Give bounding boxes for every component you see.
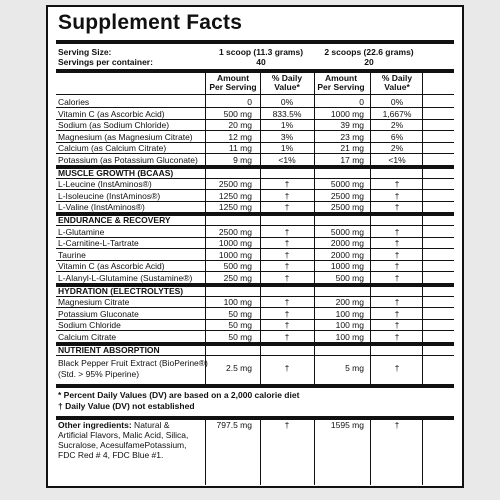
header-amount-2-line1: Amount	[324, 73, 358, 83]
dv-2-scoops: †	[394, 249, 400, 260]
nutrient-name: Potassium Gluconate	[58, 308, 139, 319]
amount-2-scoops: 1595 mg	[330, 420, 364, 431]
dv-2-scoops: †	[394, 420, 400, 431]
other-ingredients-line: Sucralose, AcesulfamePotassium,	[58, 440, 187, 451]
bioperine-standard: (Std. > 95% Piperine)	[58, 369, 140, 380]
nutrient-name: Potassium (as Potassium Gluconate)	[58, 155, 198, 165]
dv-1-scoop: <1%	[278, 155, 296, 165]
amount-1-scoop: 11 mg	[229, 143, 252, 154]
dv-1-scoop: †	[284, 238, 290, 249]
nutrient-name: L-Leucine (InstAminos®)	[58, 179, 152, 190]
amount-2-scoops: 23 mg	[340, 131, 364, 142]
footnote-dagger: † Daily Value (DV) not established	[58, 401, 195, 412]
section-heading: HYDRATION (ELECTROLYTES)	[58, 285, 184, 296]
dv-2-scoops: †	[394, 332, 400, 342]
dv-2-scoops: †	[394, 179, 400, 190]
amount-2-scoops: 39 mg	[340, 120, 364, 131]
amount-2-scoops: 2000 mg	[330, 238, 364, 249]
serving-size-label: Serving Size:	[58, 47, 112, 57]
dv-2-scoops: 0%	[390, 97, 404, 107]
serving-size-1: 1 scoop (11.3 grams)	[218, 47, 304, 57]
dv-2-scoops: <1%	[388, 155, 406, 165]
panel-title: Supplement Facts	[58, 11, 243, 34]
header-amount-2-line2: Per Serving	[317, 82, 365, 92]
column-divider	[370, 69, 371, 384]
nutrient-name: Sodium Chloride	[58, 320, 121, 331]
amount-2-scoops: 2500 mg	[330, 190, 364, 201]
dv-2-scoops: †	[394, 261, 400, 272]
amount-1-scoop: 9 mg	[233, 155, 252, 165]
other-ingredients-text: Natural &	[131, 420, 170, 431]
nutrient-name: Calories	[58, 97, 90, 107]
amount-2-scoops: 100 mg	[335, 308, 364, 319]
amount-2-scoops: 100 mg	[335, 320, 364, 331]
section-heading: NUTRIENT ABSORPTION	[58, 344, 160, 355]
dv-1-scoop: †	[284, 320, 290, 331]
dv-2-scoops: 2%	[390, 143, 404, 154]
amount-2-scoops: 100 mg	[335, 332, 364, 342]
amount-1-scoop: 50 mg	[228, 308, 252, 319]
dv-1-scoop: †	[284, 179, 290, 190]
other-ingredients-line: Artificial Flavors, Malic Acid, Silica,	[58, 430, 189, 441]
dv-2-scoops: †	[394, 320, 400, 331]
nutrient-name: L-Alanyl-L-Glutamine (Sustamine®)	[58, 273, 193, 283]
dv-2-scoops: †	[394, 308, 400, 319]
dv-1-scoop: †	[284, 226, 290, 237]
servings-count-2: 20	[364, 57, 374, 67]
dv-2-scoops: †	[394, 226, 400, 237]
footnote-daily-value: * Percent Daily Values (DV) are based on a 2,000 calorie diet	[58, 390, 300, 401]
amount-2-scoops: 5 mg	[345, 363, 364, 374]
header-dv-1-line1: % Daily	[271, 73, 303, 83]
amount-1-scoop: 2.5 mg	[226, 363, 252, 374]
dv-2-scoops: 6%	[390, 131, 404, 142]
amount-1-scoop: 20 mg	[228, 120, 252, 131]
dv-1-scoop: 1%	[280, 143, 294, 154]
amount-1-scoop: 2500 mg	[218, 179, 252, 190]
dv-1-scoop: †	[284, 420, 290, 431]
amount-1-scoop: 1250 mg	[218, 202, 252, 213]
nutrient-name: Vitamin C (as Ascorbic Acid)	[58, 261, 165, 272]
amount-1-scoop: 250 mg	[223, 273, 252, 283]
amount-1-scoop: 50 mg	[228, 332, 252, 342]
nutrient-name: L-Carnitine-L-Tartrate	[58, 238, 139, 249]
amount-1-scoop: 1250 mg	[218, 190, 252, 201]
nutrient-name: L-Valine (InstAminos®)	[58, 202, 145, 213]
bioperine-name: Black Pepper Fruit Extract (BioPerine®)	[58, 358, 208, 369]
amount-1-scoop: 500 mg	[223, 261, 252, 272]
nutrient-name: L-Glutamine	[58, 226, 105, 237]
dv-2-scoops: †	[394, 363, 400, 374]
header-amount-1-line1: Amount	[216, 73, 250, 83]
dv-1-scoop: †	[284, 297, 290, 308]
nutrient-name: L-Isoleucine (InstAminos®)	[58, 190, 161, 201]
header-amount-1-line2: Per Serving	[209, 82, 257, 92]
other-ingredients-line1	[58, 420, 203, 430]
dv-1-scoop: †	[284, 273, 290, 283]
dv-1-scoop: †	[284, 249, 290, 260]
nutrient-name: Taurine	[58, 249, 86, 260]
column-divider	[260, 416, 261, 485]
amount-1-scoop: 1000 mg	[218, 238, 252, 249]
column-divider	[314, 69, 315, 384]
title-rule	[56, 40, 454, 44]
amount-2-scoops: 1000 mg	[330, 108, 364, 119]
amount-1-scoop: 797.5 mg	[216, 420, 252, 431]
amount-1-scoop: 12 mg	[228, 131, 252, 142]
other-ingredients-line: FDC Red # 4, FDC Blue #1.	[58, 450, 164, 461]
dv-1-scoop: 833.5%	[272, 108, 302, 119]
amount-1-scoop: 100 mg	[223, 297, 252, 308]
dv-1-scoop: †	[284, 363, 290, 374]
column-divider	[260, 69, 261, 384]
amount-2-scoops: 0	[359, 97, 364, 107]
dv-1-scoop: 3%	[280, 131, 294, 142]
nutrient-name: Magnesium (as Magnesium Citrate)	[58, 131, 193, 142]
column-divider	[370, 416, 371, 485]
column-divider	[205, 69, 206, 384]
dv-2-scoops: †	[394, 238, 400, 249]
header-rule	[56, 94, 454, 95]
dv-2-scoops: †	[394, 273, 400, 283]
column-divider	[422, 69, 423, 384]
amount-2-scoops: 1000 mg	[330, 261, 364, 272]
nutrient-name: Magnesium Citrate	[58, 297, 130, 308]
amount-2-scoops: 2500 mg	[330, 202, 364, 213]
other-ingredients-label: Other ingredients:	[58, 420, 132, 431]
dv-1-scoop: †	[284, 332, 290, 342]
dv-2-scoops: 1,667%	[382, 108, 412, 119]
row-rule	[56, 355, 454, 356]
nutrient-name: Calcium Citrate	[58, 332, 117, 342]
dv-1-scoop: 1%	[280, 120, 294, 131]
dv-1-scoop: 0%	[280, 97, 294, 107]
supplement-facts-panel	[46, 5, 464, 488]
servings-per-container-label: Servings per container:	[58, 57, 153, 67]
amount-1-scoop: 0	[247, 97, 252, 107]
amount-2-scoops: 200 mg	[335, 297, 364, 308]
column-divider	[205, 416, 206, 485]
dv-2-scoops: †	[394, 190, 400, 201]
amount-1-scoop: 50 mg	[228, 320, 252, 331]
column-divider	[314, 416, 315, 485]
dv-1-scoop: †	[284, 190, 290, 201]
amount-1-scoop: 2500 mg	[218, 226, 252, 237]
amount-2-scoops: 500 mg	[335, 273, 364, 283]
amount-1-scoop: 1000 mg	[218, 249, 252, 260]
dv-2-scoops: 2%	[390, 120, 404, 131]
column-divider	[422, 416, 423, 485]
amount-2-scoops: 2000 mg	[330, 249, 364, 260]
servings-count-1: 40	[256, 57, 266, 67]
nutrient-name: Calcium (as Calcium Citrate)	[58, 143, 167, 154]
dv-1-scoop: †	[284, 261, 290, 272]
section-heading: MUSCLE GROWTH (BCAAS)	[58, 167, 174, 178]
footnote-rule	[56, 384, 454, 388]
header-dv-2-line1: % Daily	[381, 73, 413, 83]
nutrient-name: Sodium (as Sodium Chloride)	[58, 120, 170, 131]
amount-2-scoops: 21 mg	[340, 143, 364, 154]
amount-1-scoop: 500 mg	[223, 108, 252, 119]
dv-2-scoops: †	[394, 297, 400, 308]
header-dv-1-line2: Value*	[274, 82, 300, 92]
amount-2-scoops: 17 mg	[340, 155, 364, 165]
amount-2-scoops: 5000 mg	[330, 179, 364, 190]
dv-2-scoops: †	[394, 202, 400, 213]
serving-size-2: 2 scoops (22.6 grams)	[324, 47, 414, 57]
nutrient-name: Vitamin C (as Ascorbic Acid)	[58, 108, 165, 119]
dv-1-scoop: †	[284, 308, 290, 319]
header-dv-2-line2: Value*	[384, 82, 410, 92]
dv-1-scoop: †	[284, 202, 290, 213]
amount-2-scoops: 5000 mg	[330, 226, 364, 237]
section-heading: ENDURANCE & RECOVERY	[58, 215, 171, 225]
